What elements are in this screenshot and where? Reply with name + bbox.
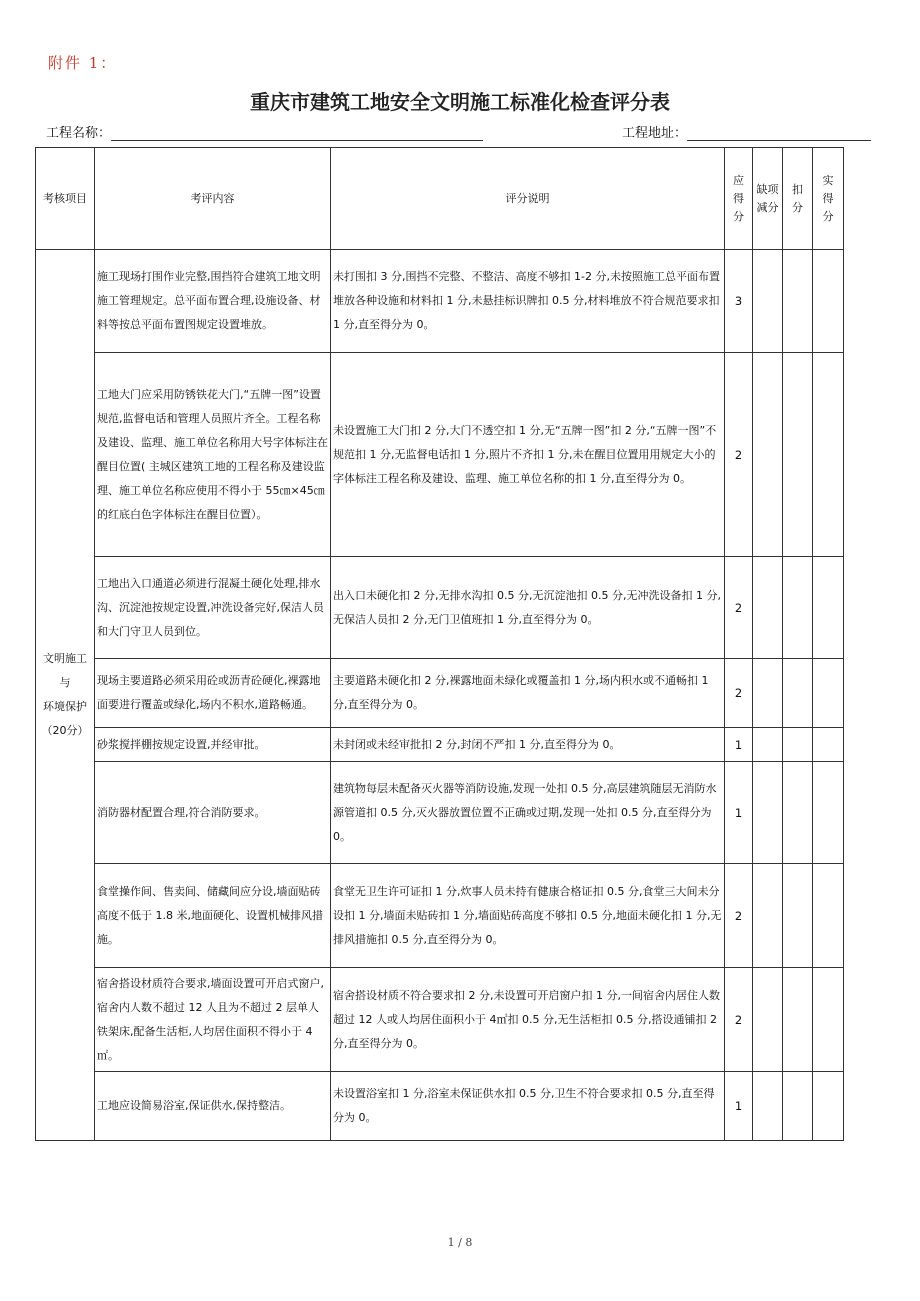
- page-number: 1 / 8: [447, 1236, 473, 1249]
- row-deduct-cell[interactable]: [783, 353, 813, 557]
- row-deduct-cell[interactable]: [783, 762, 813, 864]
- row-actual-cell[interactable]: [813, 728, 844, 762]
- row-content: 食堂操作间、售卖间、储藏间应分设,墙面贴砖高度不低于 1.8 米,地面硬化、设置机械排风措施。: [95, 864, 331, 968]
- row-content: 工地大门应采用防锈铁花大门,“五牌一图”设置规范,监督电话和管理人员照片齐全。工程名称及建设、监理、施工单位名称用大号字体标注在醒目位置( 主城区建筑工地的工程名称及建设监理、施工单位名称应使用不得小于 55㎝×45㎝的红底白色字体标注在醒目位置）。: [95, 353, 331, 557]
- row-missing-cell[interactable]: [753, 1072, 783, 1141]
- row-missing-cell[interactable]: [753, 353, 783, 557]
- row-deduct-cell[interactable]: [783, 659, 813, 728]
- row-content: 砂浆搅拌棚按规定设置,并经审批。: [95, 728, 331, 762]
- row-description: 未打围扣 3 分,围挡不完整、不整洁、高度不够扣 1-2 分,未按照施工总平面布置堆放各种设施和材料扣 1 分,未悬挂标识牌扣 0.5 分,材料堆放不符合规范要求扣 1 分,直至得分为 0。: [331, 250, 725, 353]
- table-row: [36, 864, 844, 968]
- row-deduct-cell[interactable]: [783, 557, 813, 659]
- project-name-field: [46, 122, 483, 141]
- row-actual-cell[interactable]: [813, 353, 844, 557]
- row-description: 未封闭或未经审批扣 2 分,封闭不严扣 1 分,直至得分为 0。: [331, 728, 725, 762]
- row-actual-cell[interactable]: [813, 557, 844, 659]
- table-row: [36, 250, 844, 353]
- row-deduct-cell[interactable]: [783, 1072, 813, 1141]
- table-row: [36, 659, 844, 728]
- score-table: [35, 147, 844, 1141]
- row-score: 2: [725, 864, 753, 968]
- row-missing-cell[interactable]: [753, 968, 783, 1072]
- header-category: 考核项目: [36, 148, 95, 250]
- header-deduction: 扣 分: [783, 148, 813, 250]
- table-row: [36, 353, 844, 557]
- project-address-blank: [687, 126, 871, 141]
- table-row: [36, 968, 844, 1072]
- row-missing-cell[interactable]: [753, 557, 783, 659]
- row-actual-cell[interactable]: [813, 1072, 844, 1141]
- row-content: 工地出入口通道必须进行混凝土硬化处理,排水沟、沉淀池按规定设置,冲洗设备完好,保洁人员和大门守卫人员到位。: [95, 557, 331, 659]
- table-row: [36, 557, 844, 659]
- row-missing-cell[interactable]: [753, 762, 783, 864]
- header-missing-deduction: 缺项 减分: [753, 148, 783, 250]
- table-row: [36, 1072, 844, 1141]
- row-content: 施工现场打围作业完整,围挡符合建筑工地文明施工管理规定。总平面布置合理,设施设备、材料等按总平面布置图规定设置堆放。: [95, 250, 331, 353]
- row-deduct-cell[interactable]: [783, 728, 813, 762]
- row-content: 工地应设简易浴室,保证供水,保持整洁。: [95, 1072, 331, 1141]
- table-row: [36, 728, 844, 762]
- header-description: 评分说明: [331, 148, 725, 250]
- row-deduct-cell[interactable]: [783, 250, 813, 353]
- header-score: 应 得 分: [725, 148, 753, 250]
- table-row: [36, 762, 844, 864]
- row-description: 主要道路未硬化扣 2 分,裸露地面未绿化或覆盖扣 1 分,场内积水或不通畅扣 1 分,直至得分为 0。: [331, 659, 725, 728]
- row-description: 出入口未硬化扣 2 分,无排水沟扣 0.5 分,无沉淀池扣 0.5 分,无冲洗设备扣 1 分,无保洁人员扣 2 分,无门卫值班扣 1 分,直至得分为 0。: [331, 557, 725, 659]
- project-name-label: 工程名称：: [46, 126, 112, 141]
- row-content: 现场主要道路必须采用砼或沥青砼硬化,裸露地面要进行覆盖或绿化,场内不积水,道路畅通。: [95, 659, 331, 728]
- row-actual-cell[interactable]: [813, 968, 844, 1072]
- row-score: 2: [725, 968, 753, 1072]
- row-description: 食堂无卫生许可证扣 1 分,炊事人员未持有健康合格证扣 0.5 分,食堂三大间未分设扣 1 分,墙面未贴砖扣 1 分,墙面贴砖高度不够扣 0.5 分,地面未硬化扣 1 分,无排风措施扣 0.5 分,直至得分为 0。: [331, 864, 725, 968]
- project-name-blank: [111, 126, 483, 141]
- row-score: 2: [725, 659, 753, 728]
- header-actual-score: 实 得 分: [813, 148, 844, 250]
- row-score: 1: [725, 762, 753, 864]
- row-score: 2: [725, 557, 753, 659]
- row-content: 消防器材配置合理,符合消防要求。: [95, 762, 331, 864]
- row-description: 未设置浴室扣 1 分,浴室未保证供水扣 0.5 分,卫生不符合要求扣 0.5 分,直至得分为 0。: [331, 1072, 725, 1141]
- row-description: 建筑物每层未配备灭火器等消防设施,发现一处扣 0.5 分,高层建筑随层无消防水源管道扣 0.5 分,灭火器放置位置不正确或过期,发现一处扣 0.5 分,直至得分为 0。: [331, 762, 725, 864]
- row-score: 1: [725, 1072, 753, 1141]
- row-deduct-cell[interactable]: [783, 968, 813, 1072]
- row-missing-cell[interactable]: [753, 659, 783, 728]
- row-description: 未设置施工大门扣 2 分,大门不透空扣 1 分,无“五牌一图”扣 2 分,“五牌一图”不规范扣 1 分,无监督电话扣 1 分,照片不齐扣 1 分,未在醒目位置用用规定大小的字体标注工程名称及建设、监理、施工单位名称的扣 1 分,直至得分为 0。: [331, 353, 725, 557]
- row-actual-cell[interactable]: [813, 864, 844, 968]
- row-description: 宿舍搭设材质不符合要求扣 2 分,未设置可开启窗户扣 1 分,一间宿舍内居住人数超过 12 人或人均居住面积小于 4㎡扣 0.5 分,无生活柜扣 0.5 分,搭设通铺扣 2 分,直至得分为 0。: [331, 968, 725, 1072]
- row-actual-cell[interactable]: [813, 250, 844, 353]
- attachment-label: 附件 1：: [48, 54, 118, 72]
- category-cell: 文明施工与 环境保护 （20分）: [36, 250, 95, 1141]
- project-address-label: 工程地址：: [622, 126, 688, 141]
- row-missing-cell[interactable]: [753, 250, 783, 353]
- header-content: 考评内容: [95, 148, 331, 250]
- row-deduct-cell[interactable]: [783, 864, 813, 968]
- row-score: 3: [725, 250, 753, 353]
- row-score: 2: [725, 353, 753, 557]
- row-missing-cell[interactable]: [753, 728, 783, 762]
- row-content: 宿舍搭设材质符合要求,墙面设置可开启式窗户,宿舍内人数不超过 12 人且为不超过 2 层单人铁架床,配备生活柜,人均居住面积不得小于 4㎡。: [95, 968, 331, 1072]
- header-row: [36, 148, 844, 250]
- row-missing-cell[interactable]: [753, 864, 783, 968]
- row-actual-cell[interactable]: [813, 762, 844, 864]
- project-address-field: [622, 122, 871, 141]
- page-title: 重庆市建筑工地安全文明施工标准化检查评分表: [250, 90, 670, 114]
- row-actual-cell[interactable]: [813, 659, 844, 728]
- row-score: 1: [725, 728, 753, 762]
